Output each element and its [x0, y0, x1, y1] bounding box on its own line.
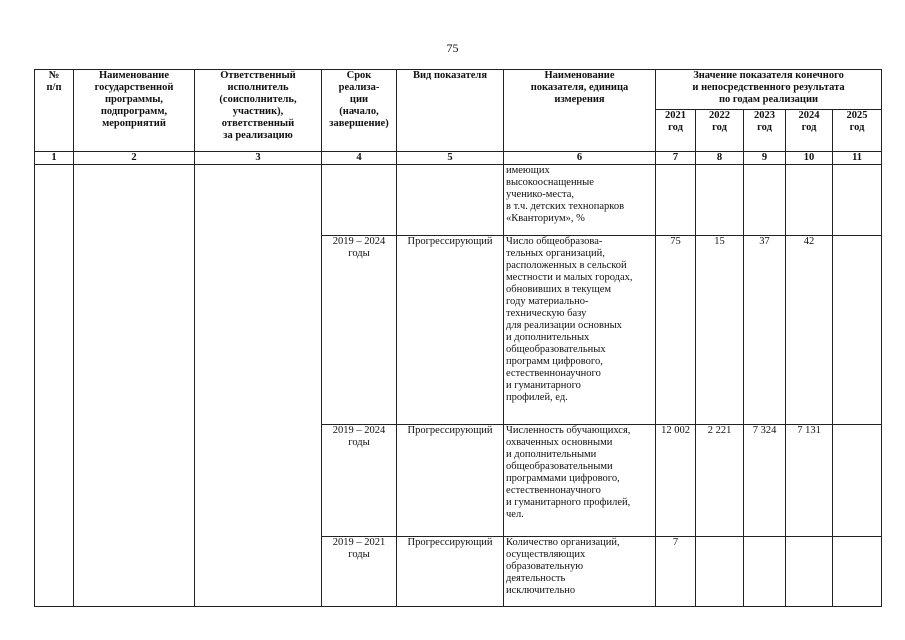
header-kind: Вид показателя	[397, 70, 504, 152]
header-row-top	[35, 70, 882, 110]
cell-num-merged	[35, 165, 74, 607]
cell-value-2022: 15	[696, 236, 744, 425]
header-values-group: Значение показателя конечного и непосредственного результата по годам реализации	[656, 70, 882, 110]
cell-value-2025	[833, 236, 882, 425]
col-number-1: 1	[35, 152, 74, 165]
page-number: 75	[446, 41, 459, 55]
header-indicator: Наименование показателя, единица измерения	[504, 70, 656, 152]
cell-value-2024: 7 131	[786, 425, 833, 537]
col-number-9: 9	[744, 152, 786, 165]
col-number-11: 11	[833, 152, 882, 165]
cell-term: 2019 – 2024 годы	[322, 425, 397, 537]
col-number-4: 4	[322, 152, 397, 165]
cell-value-2022	[696, 165, 744, 236]
cell-kind: Прогрессирующий	[397, 425, 504, 537]
header-executor: Ответственный исполнитель (соисполнитель, участник), ответственный за реализацию	[195, 70, 322, 152]
col-number-7: 7	[656, 152, 696, 165]
cell-value-2024	[786, 165, 833, 236]
cell-indicator: Количество организаций, осуществляющих образовательную деятельность исключительно	[504, 537, 656, 607]
cell-executor-merged	[195, 165, 322, 607]
cell-program-merged	[74, 165, 195, 607]
table-row	[35, 165, 882, 236]
header-year-2023: 2023 год	[744, 110, 786, 152]
cell-value-2022	[696, 537, 744, 607]
cell-term: 2019 – 2024 годы	[322, 236, 397, 425]
indicators-table	[34, 69, 882, 607]
cell-indicator: Число общеобразова- тельных организаций, расположенных в сельской местности и малых городах, обновивших в текущем году материально- техническую базу для реализации основных и дополнительных общеобразовательных программ цифрового, естественнонаучного и гуманитарного профилей, ед.	[504, 236, 656, 425]
column-numbers-row	[35, 152, 882, 165]
cell-value-2025	[833, 165, 882, 236]
cell-value-2021	[656, 165, 696, 236]
cell-term: 2019 – 2021 годы	[322, 537, 397, 607]
header-term: Срок реализа- ции (начало, завершение)	[322, 70, 397, 152]
cell-term	[322, 165, 397, 236]
cell-value-2023: 37	[744, 236, 786, 425]
cell-value-2023	[744, 537, 786, 607]
col-number-6: 6	[504, 152, 656, 165]
cell-kind: Прогрессирующий	[397, 537, 504, 607]
col-number-3: 3	[195, 152, 322, 165]
col-number-10: 10	[786, 152, 833, 165]
cell-value-2023	[744, 165, 786, 236]
header-year-2021: 2021 год	[656, 110, 696, 152]
cell-indicator: Численность обучающихся, охваченных основными и дополнительными общеобразовательными программами цифрового, естественнонаучного и гуманитарного профилей, чел.	[504, 425, 656, 537]
header-year-2025: 2025 год	[833, 110, 882, 152]
col-number-2: 2	[74, 152, 195, 165]
cell-value-2023: 7 324	[744, 425, 786, 537]
cell-value-2021: 75	[656, 236, 696, 425]
cell-value-2024: 42	[786, 236, 833, 425]
header-year-2024: 2024 год	[786, 110, 833, 152]
header-program: Наименование государственной программы, подпрограмм, мероприятий	[74, 70, 195, 152]
cell-indicator: имеющих высокооснащенные ученико-места, в т.ч. детских технопарков «Кванториум», %	[504, 165, 656, 236]
cell-value-2024	[786, 537, 833, 607]
cell-value-2025	[833, 537, 882, 607]
header-num: № п/п	[35, 70, 74, 152]
col-number-8: 8	[696, 152, 744, 165]
cell-value-2022: 2 221	[696, 425, 744, 537]
col-number-5: 5	[397, 152, 504, 165]
cell-value-2021: 7	[656, 537, 696, 607]
cell-value-2021: 12 002	[656, 425, 696, 537]
cell-kind	[397, 165, 504, 236]
cell-kind: Прогрессирующий	[397, 236, 504, 425]
header-year-2022: 2022 год	[696, 110, 744, 152]
cell-value-2025	[833, 425, 882, 537]
